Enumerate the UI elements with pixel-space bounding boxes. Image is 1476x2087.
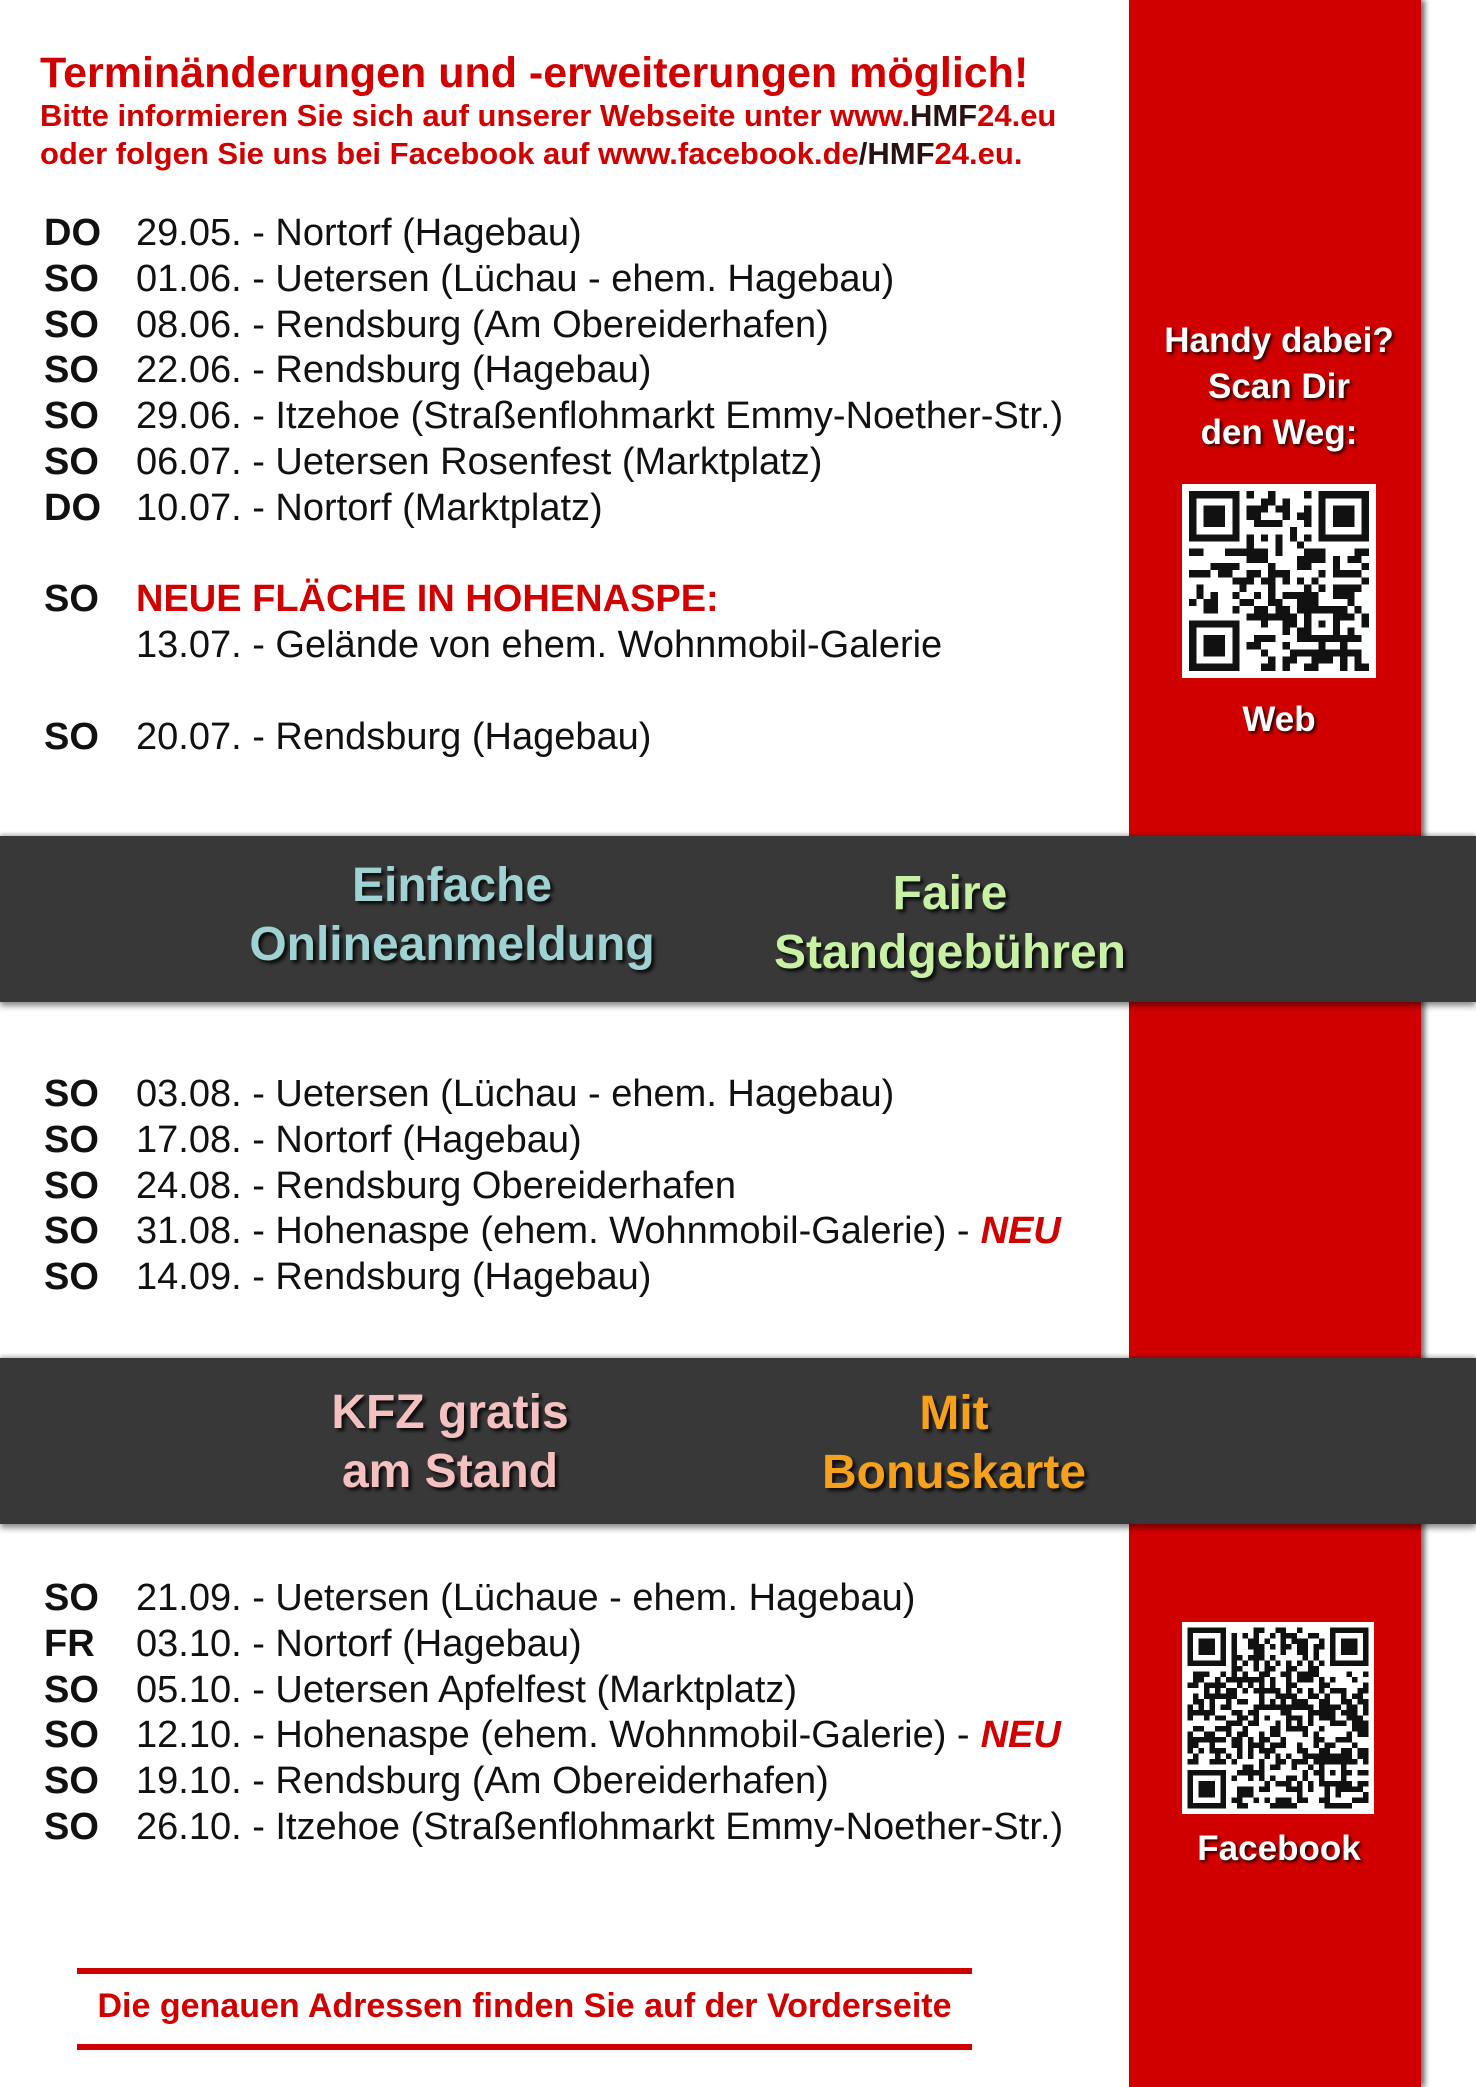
facebook-hint (40, 135, 1022, 173)
schedule-row (44, 1668, 1063, 1714)
weekday-label: DO (44, 486, 101, 529)
facebook-hint-brand: /HMF (858, 136, 935, 171)
feature-line: Mit (919, 1387, 989, 1440)
schedule-row (44, 1118, 1061, 1164)
scan-prompt (1129, 318, 1429, 456)
feature-line: Standgebühren (773, 926, 1126, 979)
feature-banner (0, 836, 1476, 1002)
weekday-label: SO (44, 1073, 99, 1115)
weekday-label: SO (44, 257, 99, 300)
facebook-hint-text: oder folgen Sie uns bei Facebook auf www.facebook.de (40, 136, 859, 171)
weekday-label: SO (44, 1256, 99, 1299)
announcement-title: Terminänderungen und -erweiterungen möglich! (40, 49, 1029, 97)
event-date-location: 13.07. - Gelände von ehem. Wohnmobil-Galerie (136, 624, 943, 667)
schedule-row (44, 257, 1063, 303)
weekday-label: SO (44, 349, 99, 392)
event-date-location: 26.10. - Itzehoe (Straßenflohmarkt Emmy-Noether-Str.) (136, 1805, 1064, 1848)
event-date-location: 06.07. - Uetersen Rosenfest (Marktplatz) (136, 440, 823, 483)
footer-divider-bottom (77, 2044, 972, 2050)
schedule-row (44, 577, 1063, 623)
schedule-row (44, 1255, 1061, 1301)
weekday-label: SO (44, 1210, 99, 1253)
schedule-row (44, 1713, 1063, 1759)
schedule-row (44, 715, 1063, 761)
schedule-row (44, 211, 1063, 257)
weekday-label: SO (44, 395, 99, 438)
feature-fair-fees (700, 864, 1200, 982)
website-hint-text: Bitte informieren Sie sich auf unserer Webseite unter www. (40, 98, 910, 133)
event-date-location: 20.07. - Rendsburg (Hagebau) (136, 715, 652, 758)
schedule-row (44, 1622, 1063, 1668)
schedule-row (44, 394, 1063, 440)
event-date-location: 10.07. - Nortorf (Marktplatz) (136, 486, 603, 529)
event-date-location: 31.08. - Hohenaspe (ehem. Wohnmobil-Galerie) - (136, 1210, 970, 1253)
schedule-row (44, 440, 1063, 486)
scan-prompt-line: den Weg: (1200, 413, 1358, 452)
weekday-label: DO (44, 212, 101, 254)
weekday-label: SO (44, 1805, 99, 1848)
event-date-location: 01.06. - Uetersen (Lüchau - ehem. Hagebau) (136, 257, 895, 300)
event-date-location: 03.10. - Nortorf (Hagebau) (136, 1622, 582, 1665)
scan-prompt-line: Handy dabei? (1164, 321, 1394, 360)
weekday-label: SO (44, 715, 99, 758)
facebook-hint-suffix: 24.eu. (934, 136, 1023, 171)
new-area-notice: NEUE FLÄCHE IN HOHENASPE: (136, 578, 719, 621)
schedule-group (44, 715, 1063, 761)
schedule-group (44, 577, 1063, 669)
footer-divider-top (77, 1968, 972, 1974)
schedule-row (44, 1805, 1063, 1851)
schedule-section-autumn (44, 1576, 1063, 1851)
schedule-row (44, 348, 1063, 394)
weekday-label: SO (44, 440, 99, 483)
new-badge: NEU (980, 1714, 1061, 1757)
schedule-group (44, 1072, 1061, 1301)
feature-bonus-card (704, 1384, 1204, 1502)
event-date-location: 05.10. - Uetersen Apfelfest (Marktplatz) (136, 1668, 798, 1711)
schedule-row (44, 1072, 1061, 1118)
schedule-row (44, 623, 1063, 669)
event-date-location: 22.06. - Rendsburg (Hagebau) (136, 349, 652, 392)
event-date-location: 21.09. - Uetersen (Lüchaue - ehem. Hagebau) (136, 1577, 916, 1619)
footer-note: Die genauen Adressen finden Sie auf der Vorderseite (97, 1987, 952, 2025)
qr-code-web-icon (1182, 484, 1376, 678)
website-hint-suffix: 24.eu (977, 98, 1057, 133)
feature-banner (0, 1358, 1476, 1524)
event-date-location: 29.06. - Itzehoe (Straßenflohmarkt Emmy-Noether-Str.) (136, 395, 1064, 438)
weekday-label: SO (44, 1577, 99, 1619)
event-date-location: 19.10. - Rendsburg (Am Obereiderhafen) (136, 1760, 829, 1803)
event-date-location: 24.08. - Rendsburg Obereiderhafen (136, 1164, 736, 1207)
qr-label-web: Web (1242, 700, 1316, 739)
weekday-label: SO (44, 1118, 99, 1161)
feature-line: Onlineanmeldung (249, 918, 655, 971)
schedule-section-late-summer (44, 1072, 1061, 1301)
weekday-label: SO (44, 1668, 99, 1711)
weekday-label: FR (44, 1622, 95, 1665)
schedule-row (44, 1164, 1061, 1210)
weekday-label: SO (44, 578, 99, 621)
schedule-group (44, 211, 1063, 532)
feature-free-car-at-stand (150, 1383, 750, 1501)
weekday-label: SO (44, 303, 99, 346)
scan-prompt-line: Scan Dir (1208, 367, 1350, 406)
feature-line: KFZ gratis (331, 1386, 569, 1439)
event-date-location: 17.08. - Nortorf (Hagebau) (136, 1118, 582, 1161)
schedule-row (44, 486, 1063, 532)
schedule-row (44, 303, 1063, 349)
feature-line: am Stand (341, 1445, 559, 1498)
event-date-location: 14.09. - Rendsburg (Hagebau) (136, 1256, 652, 1299)
website-hint (40, 97, 1056, 135)
weekday-label: SO (44, 1760, 99, 1803)
weekday-label: SO (44, 1714, 99, 1757)
feature-line: Einfache (351, 859, 553, 912)
event-date-location: 29.05. - Nortorf (Hagebau) (136, 212, 582, 254)
schedule-row (44, 1209, 1061, 1255)
schedule-row (44, 1759, 1063, 1805)
feature-online-registration (152, 856, 752, 974)
website-hint-brand: HMF (909, 98, 978, 133)
schedule-group (44, 1576, 1063, 1851)
qr-code-facebook-icon (1182, 1622, 1374, 1814)
schedule-section-summer (44, 211, 1063, 761)
weekday-label: SO (44, 1164, 99, 1207)
feature-line: Faire (892, 867, 1008, 920)
qr-label-facebook: Facebook (1197, 1829, 1361, 1868)
event-date-location: 12.10. - Hohenaspe (ehem. Wohnmobil-Galerie) - (136, 1714, 970, 1757)
schedule-row (44, 1576, 1063, 1622)
event-date-location: 03.08. - Uetersen (Lüchau - ehem. Hagebau) (136, 1073, 895, 1115)
new-badge: NEU (980, 1210, 1061, 1253)
event-date-location: 08.06. - Rendsburg (Am Obereiderhafen) (136, 303, 829, 346)
feature-line: Bonuskarte (821, 1446, 1087, 1499)
